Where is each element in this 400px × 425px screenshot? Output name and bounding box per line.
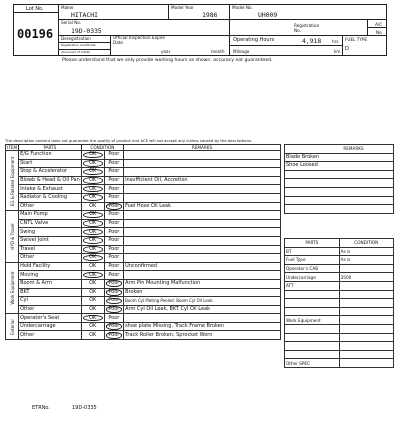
condition-ok-text: OK [89,323,97,330]
condition-ok-text: OK [89,237,97,244]
condition-ok [81,151,104,160]
condition-poor [104,219,123,228]
remark-text: Insufficient Oil, Accretion [124,176,281,185]
table-row [6,254,281,263]
part-name: Stop & Accelerator [19,168,82,177]
month-label: month [211,49,225,54]
parts-row [285,290,394,299]
remarks-line [285,179,394,188]
part-name: Radiator & Cooling [19,193,82,202]
mileage-cell [229,45,343,56]
condition-ok [81,331,104,340]
parts-row-part [285,307,340,316]
table-row [6,219,281,228]
table-row [6,236,281,245]
condition-poor-text: Poor [108,168,120,175]
condition-ok-text: OK [89,271,97,278]
parts-row [285,273,394,282]
group-label: HYD & Travel [6,211,19,263]
condition-poor-text: Poor [108,159,120,166]
parts-row [285,350,394,359]
condition-ok [81,185,104,194]
parts-row [285,324,394,333]
condition-poor-text: Poor [108,202,120,209]
part-name: Intake & Exhaust [19,185,82,194]
part-name: Undercarriage [19,322,82,331]
condition-ok [81,288,104,297]
part-name: Other [19,305,82,314]
condition-poor-text: Poor [108,254,120,261]
part-name: Boom & Arm [19,279,82,288]
header-condition: CONDITION [81,145,123,151]
remark-text [124,193,281,202]
condition-poor [104,236,123,245]
condition-ok-text: OK [89,211,97,218]
parts-row [285,342,394,351]
condition-poor-text: Poor [108,263,120,270]
hours-notice: Please understand that we only provide working hours as shown. accuracy not guaranteed. [62,58,273,63]
fuel-type-value: D [345,46,349,52]
condition-ok-text: OK [89,228,97,235]
table-row [6,271,281,280]
parts-row-condition [339,350,393,359]
remark-text: Arm Cyl Oil Leak, BKT Cyl Oil Leak [124,305,281,314]
table-row [6,176,281,185]
parts-row-condition [339,359,393,368]
remark-text: Boom Cyl Plating Peeled. Boom Cyl Oil Leak [124,297,281,306]
condition-ok [81,245,104,254]
lot-value-cell [13,12,59,56]
model-year-cell [168,4,230,20]
table-row [6,245,281,254]
condition-ok [81,262,104,271]
condition-ok-text: OK [89,245,97,252]
condition-ok [81,228,104,237]
condition-poor [104,297,123,306]
parts-row-part: Undercarriage [285,273,340,282]
remarks-line [285,162,394,171]
parts-row-part [285,324,340,333]
condition-poor-text: Poor [108,323,120,330]
remarks-line [285,170,394,179]
condition-header: CONDITION [339,239,393,248]
condition-ok [81,322,104,331]
parts-row [285,264,394,273]
parts-row-condition: As is [339,247,393,256]
table-row [6,322,281,331]
footer-label: ETRNo. [32,405,50,411]
condition-poor [104,262,123,271]
parts-row-part: Work Equipment [285,316,340,325]
condition-ok-text: OK [89,331,97,338]
parts-row-condition: 3500 [339,273,393,282]
condition-ok-text: OK [89,220,97,227]
remarks-header: REMARKS [285,145,394,154]
ac-label: A/C [375,22,383,27]
parts-row-part: Operator's CAB [285,264,340,273]
dereg-divider-1 [58,42,111,43]
table-row [6,305,281,314]
remarks-line [285,187,394,196]
lot-number: 00196 [17,27,54,41]
condition-poor [104,168,123,177]
remarks-line-text [285,196,394,205]
table-row [6,279,281,288]
condition-poor-text: Poor [108,177,120,184]
condition-ok-text: OK [89,280,97,287]
parts-row-part: Fuel Type [285,256,340,265]
condition-ok-text: OK [89,202,97,209]
condition-poor-text: Poor [108,271,120,278]
parts-row-part [285,342,340,351]
parts-row [285,256,394,265]
remarks-line [285,153,394,162]
condition-poor-text: Poor [108,245,120,252]
remarks-line-text [285,205,394,214]
part-name: Hold Facility [19,262,82,271]
condition-ok [81,254,104,263]
condition-poor [104,228,123,237]
table-row [6,185,281,194]
part-name: Cyl [19,297,82,306]
registration-cell [229,19,368,36]
maker-label: Maker [61,5,74,10]
table-row [6,168,281,177]
condition-poor-text: Poor [108,280,120,287]
parts-row-part: ATT [285,281,340,290]
condition-poor [104,254,123,263]
model-year-label: Model Year [171,5,194,10]
part-name: Other [19,254,82,263]
table-row [6,297,281,306]
condition-poor [104,322,123,331]
condition-poor [104,202,123,211]
condition-poor-text: Poor [108,228,120,235]
deregistration-label: Deregistration [61,36,91,41]
condition-poor [104,159,123,168]
table-row [6,202,281,211]
table-row [6,262,281,271]
header-remarks: REMARKS [124,145,281,151]
remarks-line-text: Blade Broken [285,153,394,162]
condition-ok-text: OK [89,168,97,175]
operating-hours-value: 4,918 [302,37,322,45]
model-year-value: 1986 [202,11,218,19]
parts-row-condition [339,307,393,316]
header-item: ITEM [7,145,18,150]
remarks-line [285,196,394,205]
fuel-type-label: FUEL TYPE [345,37,368,42]
parts-row-condition [339,324,393,333]
condition-poor-text: Poor [108,185,120,192]
condition-ok [81,219,104,228]
condition-poor [104,279,123,288]
parts-row-part: Other SPEC [285,359,340,368]
parts-row-part: BT [285,247,340,256]
condition-poor-text: Poor [108,194,120,201]
parts-row-condition [339,264,393,273]
year-label: year [161,49,171,54]
inspection-label: Official Inspection Expire Date [113,35,165,45]
remarks-line-text [285,179,394,188]
remark-text: Unconfirmed [124,262,281,271]
remark-text: Track Roller Broken, Sprocket Worn [124,331,281,340]
part-name: Other [19,331,82,340]
part-name: Travel [19,245,82,254]
condition-ok [81,236,104,245]
table-row [6,228,281,237]
condition-poor-text: Poor [108,297,120,304]
maker-value: HITACHI [71,11,98,19]
condition-ok [81,279,104,288]
remarks-header-row [285,145,394,154]
condition-ok [81,314,104,323]
condition-ok [81,211,104,220]
parts-row [285,359,394,368]
condition-poor [104,314,123,323]
serial-cell [58,19,230,36]
deregistration-sub1: Registration Certificate [61,43,96,47]
table-row [6,331,281,340]
condition-poor-text: Poor [108,237,120,244]
parts-row-condition [339,281,393,290]
group-label: EG & Related Equipment [6,151,19,211]
condition-ok-text: OK [89,177,97,184]
remarks-table [284,144,394,214]
part-name: Swivel Joint [19,236,82,245]
ac-value: No [376,30,382,35]
parts-row-condition [339,342,393,351]
table-row [6,314,281,323]
condition-poor [104,271,123,280]
remark-text [124,271,281,280]
remark-text [124,168,281,177]
condition-ok-text: OK [89,159,97,166]
condition-poor-text: Poor [108,211,120,218]
condition-ok-text: OK [89,254,97,261]
remark-text [124,236,281,245]
table-row [6,211,281,220]
condition-poor [104,288,123,297]
part-name: Start [19,159,82,168]
condition-poor [104,151,123,160]
serial-value: 19D-0335 [71,27,102,35]
parts-row-part [285,290,340,299]
dereg-divider-2 [58,49,111,50]
remark-text [124,159,281,168]
condition-ok [81,159,104,168]
remark-text: Arm Pin Mounting Malfunction [124,279,281,288]
deregistration-cell [58,35,111,56]
condition-ok-text: OK [89,185,97,192]
mileage-label: Mileage [233,49,250,54]
condition-ok [81,271,104,280]
condition-ok [81,297,104,306]
remark-text: shoe plate Missing, Track Frame Broken [124,322,281,331]
parts-row-part [285,333,340,342]
condition-ok-text: OK [89,288,97,295]
condition-poor [104,185,123,194]
parts-condition-table [284,238,394,368]
inspection-table [5,144,281,340]
parts-row [285,333,394,342]
parts-row-condition [339,290,393,299]
header-parts: PARTS [19,145,82,151]
parts-row-part [285,350,340,359]
parts-row-part [285,299,340,308]
remark-text: Broken [124,288,281,297]
group-label: Work Equipment [6,262,19,314]
parts-row [285,299,394,308]
table-row [6,151,281,160]
condition-ok [81,193,104,202]
remark-text [124,151,281,160]
parts-row-condition [339,316,393,325]
parts-row [285,247,394,256]
hrs-label: hrs [332,39,339,44]
inspection-cell [110,35,230,56]
parts-row-condition: As is [339,256,393,265]
condition-poor [104,305,123,314]
part-name: BKT [19,288,82,297]
condition-ok [81,176,104,185]
fuel-type-cell [342,35,387,56]
parts-row [285,281,394,290]
remarks-line-text [285,187,394,196]
disclaimer: The description content does not guarantee the quality of product and ACE will not accept any claims caused by the descriptions. [5,138,253,143]
condition-ok [81,305,104,314]
model-no-label: Model No. [232,5,253,10]
condition-ok-text: OK [89,151,97,158]
table-row [6,159,281,168]
condition-poor [104,176,123,185]
condition-ok [81,168,104,177]
remark-text [124,185,281,194]
part-name: Swing [19,228,82,237]
condition-poor [104,245,123,254]
model-no-cell [229,4,387,20]
condition-poor-text: Poor [108,331,120,338]
condition-ok-text: OK [89,297,97,304]
condition-ok [81,202,104,211]
model-no-value: UH009 [258,11,278,19]
condition-poor-text: Poor [108,288,120,295]
serial-label: Serial No. [61,20,82,25]
part-name: Other [19,202,82,211]
part-name: Blowb & Head & Oil Pan [20,177,80,184]
remark-text [124,228,281,237]
condition-ok-text: OK [89,194,97,201]
condition-poor [104,331,123,340]
condition-ok-text: OK [89,314,97,321]
group-label: Exterior [6,314,19,340]
parts-row [285,316,394,325]
table-row [6,288,281,297]
deregistration-sub2: document of COMA [61,50,91,54]
condition-ok-text: OK [89,305,97,312]
part-name: Moving [19,271,82,280]
part-name: CNTL Valve [19,219,82,228]
remarks-line [285,205,394,214]
operating-hours-label: Operating Hours [233,37,275,43]
remark-text [124,314,281,323]
parts-header-row [285,239,394,248]
footer-value: 19D-0335 [72,405,97,411]
maker-cell [58,4,169,20]
condition-ok-text: OK [89,263,97,270]
remarks-line-text: Shoe Loosed [285,162,394,171]
condition-poor-text: Poor [108,314,120,321]
condition-poor-text: Poor [108,305,120,312]
condition-poor [104,193,123,202]
condition-poor-text: Poor [108,220,120,227]
part-name: Main Pump [19,211,82,220]
km-label: km [334,49,341,54]
remark-text [124,211,281,220]
parts-row-condition [339,299,393,308]
registration-label: Registration No. [294,23,320,33]
remarks-line-text [285,170,394,179]
part-name: Operator's Seat [19,314,82,323]
condition-poor [104,211,123,220]
part-name: E/G Function [19,151,82,160]
remark-text [124,254,281,263]
remark-text [124,245,281,254]
table-row [6,193,281,202]
parts-row-condition [339,333,393,342]
parts-header: PARTS [285,239,340,248]
parts-row [285,307,394,316]
lot-label: Lot No. [26,6,44,12]
remark-text [124,219,281,228]
remark-text: Fuel Hose Oil Leak [124,202,281,211]
condition-poor-text: Poor [108,151,120,158]
